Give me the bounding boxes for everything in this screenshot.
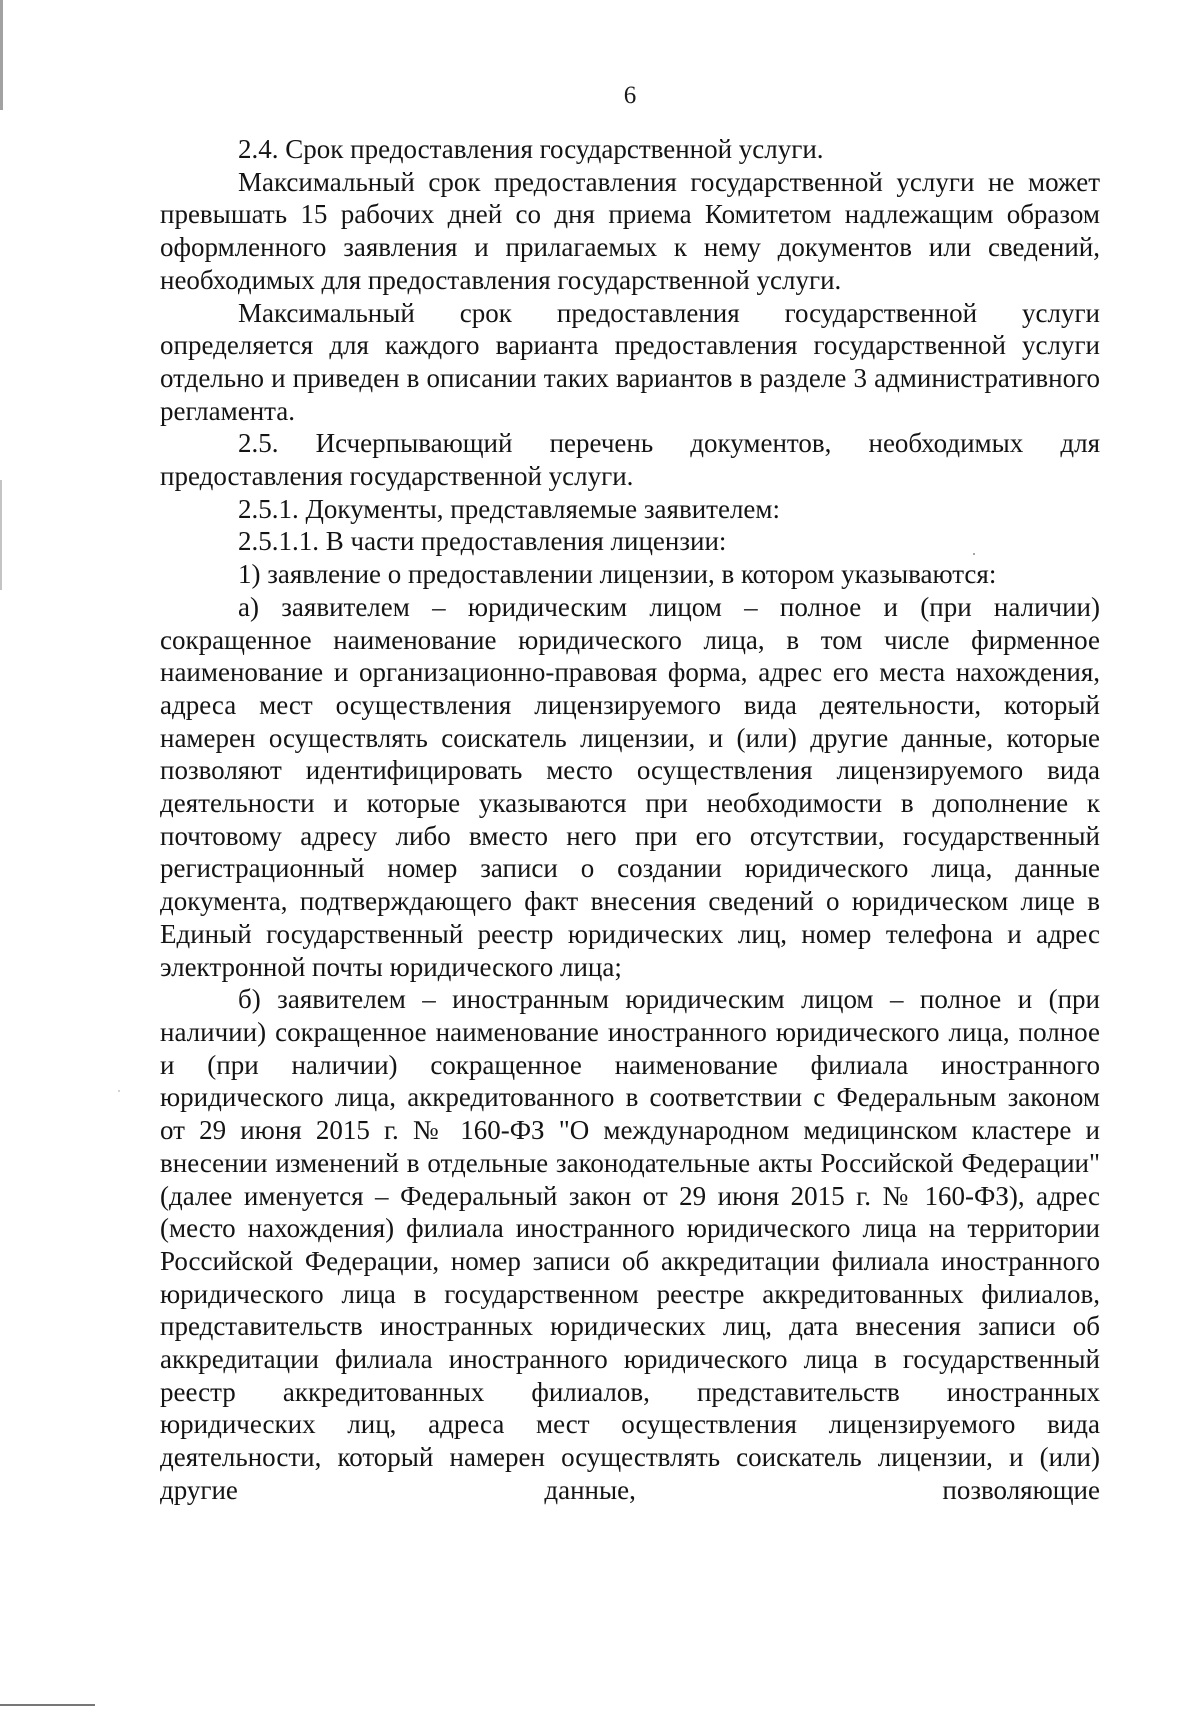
scan-margin-mark — [0, 480, 2, 590]
scan-speck — [118, 1090, 120, 1092]
paragraph-term-per-variant: Максимальный срок предоставления государственной услуги определяется для каждого варианта предоставления государственной услуги отдельно и приведен в описании таких вариантов в разделе 3 административного регламента. — [160, 297, 1100, 426]
section-heading-2-5-1: 2.5.1. Документы, представляемые заявителем: — [238, 493, 780, 524]
section-heading-2-5: 2.5. Исчерпывающий перечень документов, необходимых для предоставления государственной услуги. — [160, 428, 1100, 492]
list-item-a: а) заявителем – юридическим лицом – полное и (при наличии) сокращенное наименование юридического лица, в том числе фирменное наименование и организационно-правовая форма, адрес его места нахождения, адреса мест осуществления лицензируемого вида деятельности, который намерен осуществлять соискатель лицензии, и (или) другие данные, которые позволяют идентифицировать место осуществления лицензируемого вида деятельности и которые указываются при необходимости в дополнение к почтовому адресу либо вместо него при его отсутствии, государственный регистрационный номер записи о создании юридического лица, данные документа, подтверждающего факт внесения сведений о юридическом лице в Единый государственный реестр юридических лиц, номер телефона и адрес электронной почты юридического лица; — [160, 591, 1100, 982]
scan-bottom-mark — [0, 1704, 95, 1706]
list-item-1: 1) заявление о предоставлении лицензии, в котором указываются: — [238, 559, 997, 590]
list-item-b: б) заявителем – иностранным юридическим лицом – полное и (при наличии) сокращенное наименование иностранного юридического лица, полное и (при наличии) сокращенное наименование филиала иностранного юридического лица, аккредитованного в соответствии с Федеральным законом от 29 июня 2015 г. № 160-ФЗ "О международном медицинском кластере и внесении изменений в отдельные законодательные акты Российской Федерации" (далее именуется – Федеральный закон от 29 июня 2015 г. № 160-ФЗ), адрес (место нахождения) филиала иностранного юридического лица на территории Российской Федерации, номер записи об аккредитации филиала иностранного юридического лица в государственном реестре аккредитованных филиалов, представительств иностранных юридических лиц, дата внесения записи об аккредитации филиала иностранного юридического лица в государственный реестр аккредитованных филиалов, представительств иностранных юридических лиц, адреса мест осуществления лицензируемого вида деятельности, который намерен осуществлять соискатель лицензии, и (или) другие данные, позволяющие — [160, 984, 1100, 1505]
page-number: 6 — [623, 82, 637, 109]
section-heading-2-4: 2.4. Срок предоставления государственной услуги. — [238, 134, 824, 164]
document-body — [160, 133, 1100, 1507]
paragraph-max-term: Максимальный срок предоставления государственной услуги не может превышать 15 рабочих дней со дня приема Комитетом надлежащим образом оформленного заявления и прилагаемых к нему документов или сведений, необходимых для предоставления государственной услуги. — [160, 166, 1100, 295]
section-heading-2-5-1-1: 2.5.1.1. В части предоставления лицензии: — [238, 526, 727, 557]
